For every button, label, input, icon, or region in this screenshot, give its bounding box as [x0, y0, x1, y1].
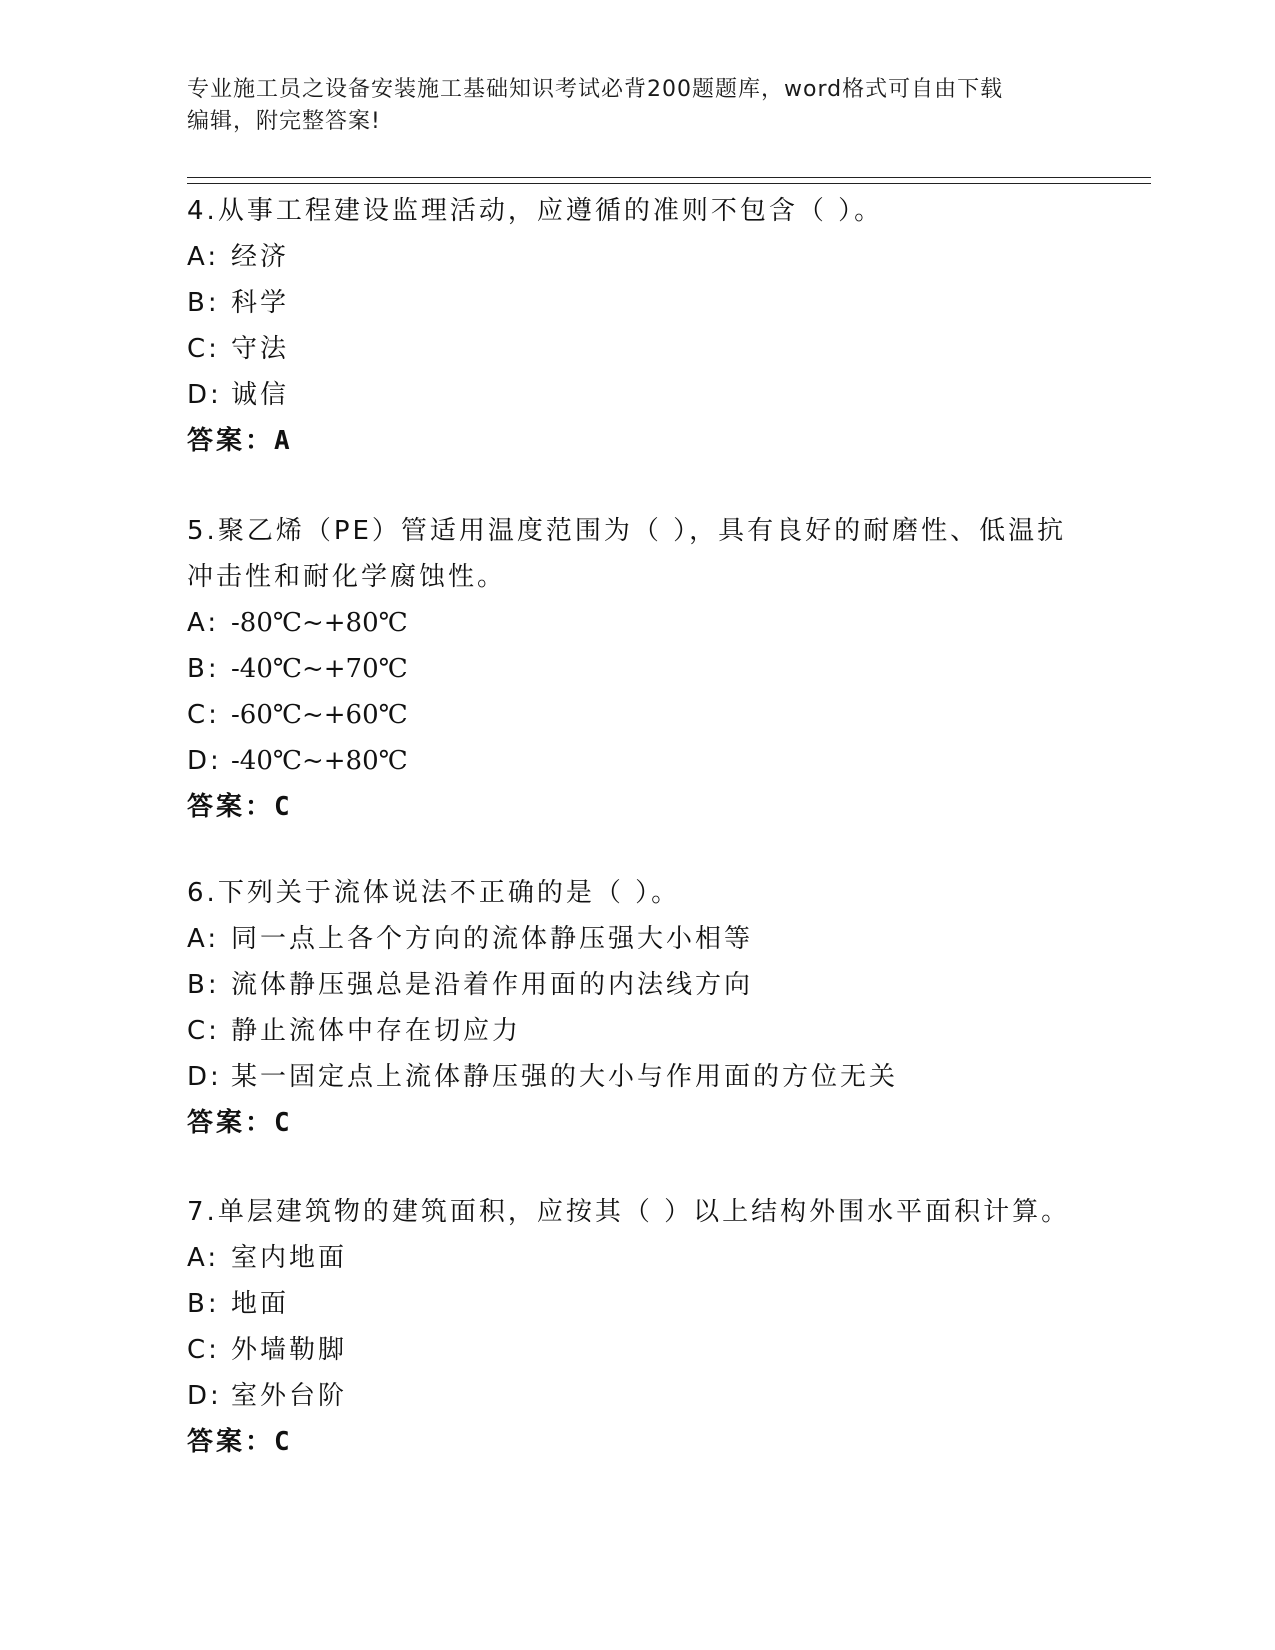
option-letter: D:	[187, 1062, 222, 1092]
answer-label: 答案：	[187, 792, 275, 822]
option-letter: C:	[187, 1335, 220, 1365]
option-c	[187, 1327, 1087, 1373]
answer-label: 答案：	[187, 1427, 275, 1457]
option-d	[187, 738, 1087, 784]
header-divider-bottom	[187, 183, 1151, 184]
option-text: 同一点上各个方向的流体静压强大小相等	[231, 924, 754, 954]
question-number: 5.	[187, 516, 218, 546]
option-text: -80℃~+80℃	[231, 608, 408, 638]
option-letter: D:	[187, 746, 222, 776]
option-c	[187, 326, 1087, 372]
question-stem	[187, 870, 1087, 916]
option-text: 外墙勒脚	[231, 1335, 348, 1365]
option-b	[187, 962, 1087, 1008]
option-text: 室内地面	[231, 1243, 348, 1273]
question-7	[187, 1189, 1087, 1465]
document-header	[187, 74, 1067, 138]
question-stem	[187, 188, 1087, 234]
answer-value: C	[274, 1108, 290, 1138]
option-c	[187, 692, 1087, 738]
option-letter: A:	[187, 242, 220, 272]
option-text: -40℃~+80℃	[231, 746, 408, 776]
option-b	[187, 646, 1087, 692]
option-c	[187, 1008, 1087, 1054]
answer-label: 答案：	[187, 1108, 275, 1138]
option-d	[187, 372, 1087, 418]
option-text: -40℃~+70℃	[231, 654, 408, 684]
question-text: 单层建筑物的建筑面积，应按其（ ）以上结构外围水平面积计算。	[217, 1197, 1071, 1227]
option-letter: B:	[187, 288, 220, 318]
option-letter: A:	[187, 924, 220, 954]
option-a	[187, 1235, 1087, 1281]
option-text: 科学	[231, 288, 290, 318]
option-d	[187, 1373, 1087, 1419]
option-text: 室外台阶	[231, 1381, 348, 1411]
option-a	[187, 916, 1087, 962]
header-divider-top	[187, 177, 1151, 178]
option-text: 某一固定点上流体静压强的大小与作用面的方位无关	[231, 1062, 899, 1092]
answer-value: A	[274, 426, 290, 456]
option-text: 诚信	[231, 380, 290, 410]
option-letter: C:	[187, 700, 220, 730]
option-a	[187, 600, 1087, 646]
option-d	[187, 1054, 1087, 1100]
option-text: 静止流体中存在切应力	[231, 1016, 522, 1046]
option-text: 地面	[231, 1289, 290, 1319]
question-text: 聚乙烯（PE）管适用温度范围为（ ），具有良好的耐磨性、低温抗冲击性和耐化学腐蚀性。	[187, 516, 1067, 592]
option-letter: C:	[187, 334, 220, 364]
answer-value: C	[274, 792, 290, 822]
option-letter: B:	[187, 970, 220, 1000]
question-stem	[187, 508, 1087, 600]
option-a	[187, 234, 1087, 280]
question-number: 4.	[187, 196, 218, 226]
option-letter: B:	[187, 654, 220, 684]
question-number: 7.	[187, 1197, 218, 1227]
question-stem	[187, 1189, 1087, 1235]
question-text: 下列关于流体说法不正确的是（ ）。	[217, 878, 681, 908]
header-line-1: 专业施工员之设备安装施工基础知识考试必背200题题库，word格式可自由下载	[187, 77, 1004, 102]
option-letter: D:	[187, 380, 222, 410]
option-text: 流体静压强总是沿着作用面的内法线方向	[231, 970, 754, 1000]
answer-line	[187, 418, 1087, 464]
answer-line	[187, 1100, 1087, 1146]
answer-line	[187, 784, 1087, 830]
option-letter: A:	[187, 1243, 220, 1273]
answer-line	[187, 1419, 1087, 1465]
answer-value: C	[274, 1427, 290, 1457]
question-number: 6.	[187, 878, 218, 908]
option-text: -60℃~+60℃	[231, 700, 408, 730]
option-text: 经济	[231, 242, 290, 272]
option-text: 守法	[231, 334, 290, 364]
question-4	[187, 188, 1087, 464]
option-letter: A:	[187, 608, 220, 638]
option-b	[187, 1281, 1087, 1327]
answer-label: 答案：	[187, 426, 275, 456]
question-6	[187, 870, 1087, 1146]
question-5	[187, 508, 1087, 830]
header-line-2: 编辑，附完整答案!	[187, 109, 381, 134]
option-letter: D:	[187, 1381, 222, 1411]
option-letter: B:	[187, 1289, 220, 1319]
option-b	[187, 280, 1087, 326]
option-letter: C:	[187, 1016, 220, 1046]
question-text: 从事工程建设监理活动，应遵循的准则不包含（ ）。	[217, 196, 884, 226]
